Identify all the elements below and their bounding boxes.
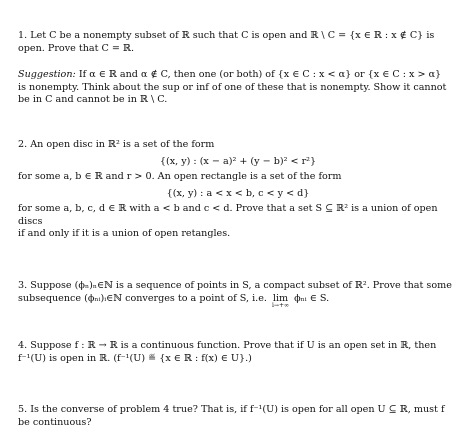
open-rectangle-equation: {(x, y) : a < x < b, c < y < d} bbox=[166, 187, 310, 199]
problem-2-line-3: for some a, b, c, d ∈ ℝ with a < b and c < d. Prove that a set S ⊆ ℝ² is a union of open discs bbox=[18, 203, 438, 227]
problem-2-line-2: for some a, b ∈ ℝ and r > 0. An open rectangle is a set of the form bbox=[18, 171, 342, 182]
problem-3-line-2 bbox=[18, 293, 458, 309]
problem-1-line-2: open. Prove that C = ℝ. bbox=[18, 42, 134, 54]
problem-2 bbox=[18, 139, 458, 241]
problem-2-line-1: 2. An open disc in ℝ² is a set of the form bbox=[18, 139, 215, 150]
problem-3-line-2-end: ϕₙᵢ ∈ S. bbox=[294, 292, 330, 304]
limit-subscript: i→+∞ bbox=[272, 301, 289, 309]
problem-3 bbox=[18, 280, 458, 309]
problem-1-suggestion bbox=[18, 69, 458, 107]
problem-4-line-1: 4. Suppose f : ℝ → ℝ is a continuous function. Prove that if U is an open set in ℝ, then bbox=[18, 340, 437, 351]
problem-1-line-1: 1. Let C be a nonempty subset of ℝ such that C is open and ℝ \ C = {x ∈ ℝ : x ∉ C} is bbox=[18, 30, 435, 41]
suggestion-line-3: be in C and cannot be in ℝ \ C. bbox=[18, 94, 168, 105]
suggestion-line-1 bbox=[18, 69, 458, 82]
problem-3-line-1: 3. Suppose (ϕₙ)ₙ∈ℕ is a sequence of points in S, a compact subset of ℝ². Prove that some bbox=[18, 280, 452, 291]
problem-5-line-2: be continuous? bbox=[18, 416, 92, 428]
suggestion-line-2: is nonempty. Think about the sup or inf of one of these that is nonempty. Show it cannot bbox=[18, 81, 447, 93]
problem-5 bbox=[18, 404, 458, 429]
problem-4-line-2: f⁻¹(U) is open in ℝ. (f⁻¹(U) ≝ {x ∈ ℝ : f(x) ∈ U}.) bbox=[18, 352, 252, 364]
problem-4 bbox=[18, 340, 458, 365]
limit-operator: lim bbox=[272, 292, 289, 304]
problem-3-line-2-start: subsequence (ϕₙᵢ)ᵢ∈ℕ converges to a point of S, i.e. bbox=[18, 292, 267, 304]
limit-notation bbox=[272, 294, 289, 309]
problem-5-line-1: 5. Is the converse of problem 4 true? That is, if f⁻¹(U) is open for all open U ⊆ ℝ, must f bbox=[18, 404, 445, 415]
suggestion-label: Suggestion: bbox=[18, 69, 76, 80]
problem-2-line-4: if and only if it is a union of open retangles. bbox=[18, 228, 231, 239]
suggestion-line-1-text: If α ∈ ℝ and α ∉ C, then one (or both) of {x ∈ C : x < α} or {x ∈ C : x > α} bbox=[78, 69, 442, 80]
open-disc-equation: {(x, y) : (x − a)² + (y − b)² < r²} bbox=[159, 155, 317, 167]
problem-1 bbox=[18, 30, 458, 55]
